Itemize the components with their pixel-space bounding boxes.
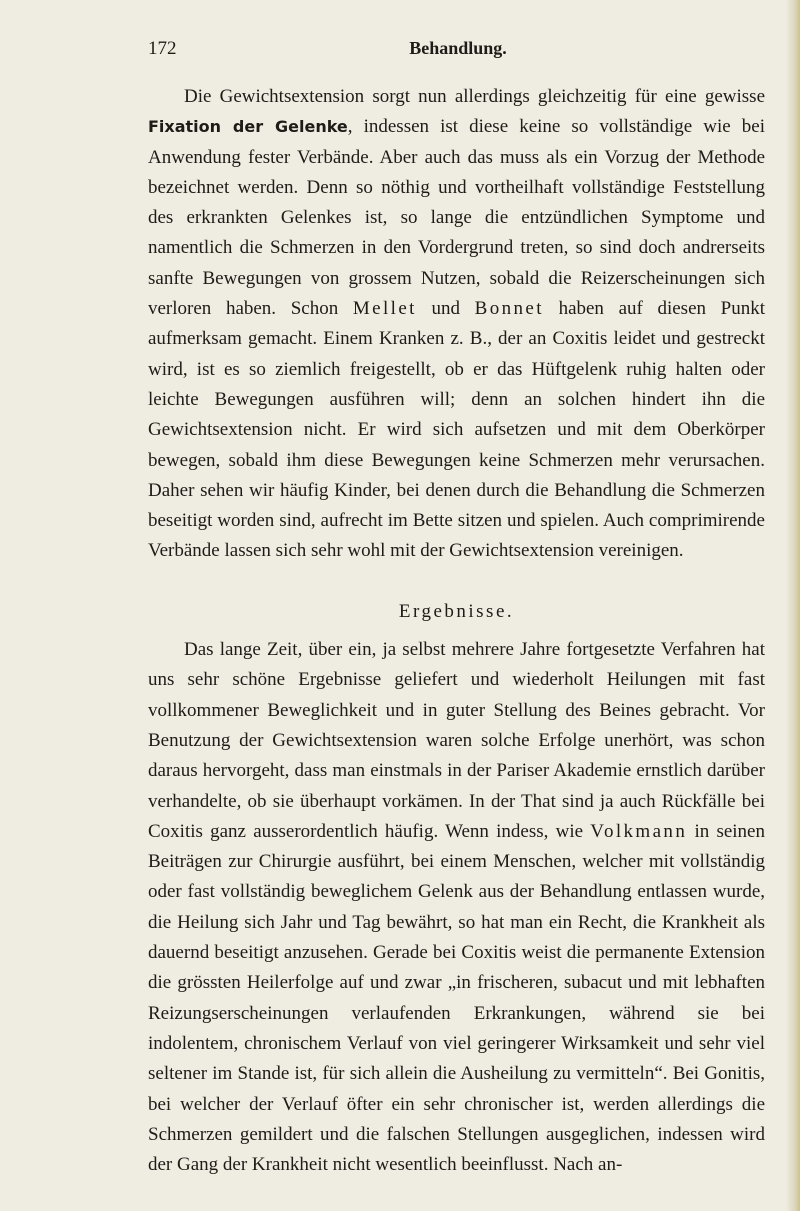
author-name: Mellet (352, 298, 417, 320)
body-text (148, 82, 765, 1180)
section-heading: Ergebnisse. (398, 600, 515, 622)
author-name: Volkmann (590, 820, 688, 842)
paragraph (148, 82, 765, 567)
author-name: Bonnet (474, 298, 544, 320)
text-run: , indessen ist diese keine so vollständige wie bei Anwendung fester Verbände. Aber auch das muss als ein Vorzug der Methode bezeichnet werden. Denn so nöthig und vortheilhaft vollständige Feststellung des erkrankten Gelenkes ist, so lange die entzündlichen Symptome und namentlich die Schmerzen in den Vordergrund treten, so sind doch andrerseits sanfte Bewegungen von grossem Nutzen, sobald die Reizerscheinungen sich verloren haben. Schon (148, 116, 766, 320)
running-head: Behandlung. (409, 38, 507, 58)
page-edge (786, 0, 800, 1211)
text-run: und (416, 298, 475, 320)
text-run: haben auf diesen Punkt aufmerksam gemacht. Einem Kranken z. B., der an Coxitis leidet und gestreckt wird, ist es so ziemlich freigestellt, ob er das Hüftgelenk ruhig halten oder leichte Bewegungen ausführen will; denn an solchen hindert ihn die Gewichtsextension nicht. Er wird sich aufsetzen und mit dem Oberkörper bewegen, sobald ihm diese Bewegungen keine Schmerzen mehr verursachen. Daher sehen wir häufig Kinder, bei denen durch die Behandlung die Schmerzen beseitigt worden sind, aufrecht im Bette sitzen und spielen. Auch comprimirende Verbände lassen sich sehr wohl mit der Gewichtsextension vereinigen. (148, 298, 765, 562)
text-run: in seinen Beiträgen zur Chirurgie ausführt, bei einem Menschen, welcher mit vollständig oder fast vollständig beweglichem Gelenk aus der Behandlung entlassen wurde, die Heilung sich Jahr und Tag bewährt, so hat man ein Recht, die Krankheit als dauernd beseitigt anzusehen. Gerade bei Coxitis weist die permanente Extension die grössten Heilerfolge auf und zwar „in frischeren, subacut und mit lebhaften Reizungserscheinungen verlaufenden Erkrankungen, während sie bei indolentem, chronischem Verlauf von viel geringerer Wirksamkeit und sehr viel seltener im Stande ist, für sich allein die Ausheilung zu vermitteln“. Bei Gonitis, bei welcher der Verlauf öfter ein sehr chronischer ist, werden allerdings die Schmerzen gemildert und die falschen Stellungen ausgeglichen, indessen wird der Gang der Krankheit nicht wesentlich beeinflusst. Nach an- (148, 820, 765, 1176)
paragraph (148, 635, 765, 1180)
emphasis-term: Fixation der Gelenke (148, 117, 348, 137)
text-run: Die Gewichtsextension sorgt nun allerdings gleichzeitig für eine gewisse (184, 86, 765, 107)
page-number: 172 (148, 38, 177, 59)
page-header (148, 38, 788, 68)
text-run: Das lange Zeit, über ein, ja selbst mehrere Jahre fortgesetzte Verfahren hat uns sehr schöne Ergebnisse geliefert und wiederholt Heilungen mit fast vollkommener Beweglichkeit und in guter Stellung des Beines gebracht. Vor Benutzung der Gewichtsextension waren solche Erfolge unerhört, was schon daraus hervorgeht, dass man einstmals in der Pariser Akademie ernstlich darüber verhandelte, ob sie überhaupt vorkämen. In der That sind ja auch Rückfälle bei Coxitis ganz ausserordentlich häufig. Wenn indess, wie (148, 639, 765, 842)
